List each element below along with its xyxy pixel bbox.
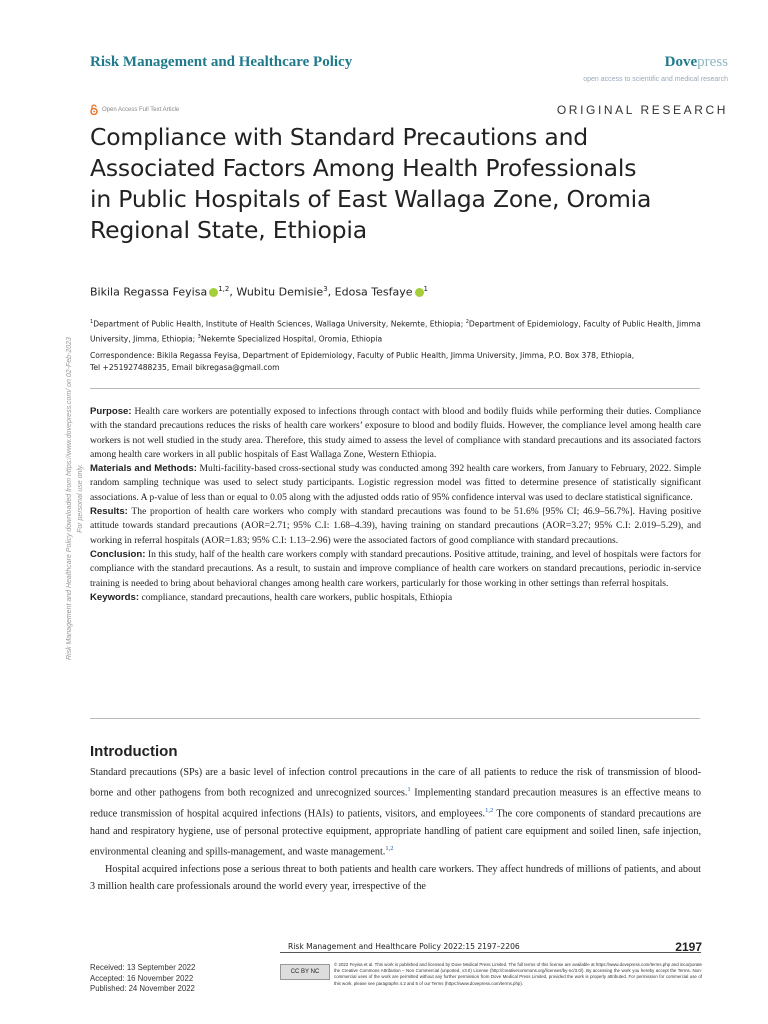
publisher-tagline: open access to scientific and medical research xyxy=(583,76,728,83)
citation-link[interactable]: 1 xyxy=(407,786,411,794)
divider xyxy=(90,388,700,389)
title-line: Compliance with Standard Precautions and xyxy=(90,123,589,151)
author-name[interactable]: Edosa Tesfaye xyxy=(334,285,413,299)
orcid-icon[interactable] xyxy=(209,288,218,297)
abstract-conclusion xyxy=(90,548,701,591)
article-title xyxy=(90,122,740,246)
article-dates xyxy=(90,963,195,995)
abstract-results xyxy=(90,505,701,548)
section-heading: Introduction xyxy=(90,743,178,760)
license-text: © 2022 Feyisa et al. This work is published and licensed by Dove Medical Press Limited. The full terms of this license are available at https://www.dovepress.com/terms.php and incorporate the Creative Commons Attribution – Non Commercial (unported, v3.0) License (http://creativecommons.org/licenses/by-nc/3.0/). By accessing the work you hereby accept the Terms. Non-commercial uses of the work are permitted without any further permission from Dove Medical Press Limited, provided the work is properly attributed. For permission for commercial use of this work, please see paragraphs 4.2 and 5 of our Terms (https://www.dovepress.com/terms.php). xyxy=(334,962,702,986)
correspondence-line: Correspondence: Bikila Regassa Feyisa, Department of Epidemiology, Faculty of Public Health, Jimma University, Jimma, P.O. Box 378, Ethiopia, xyxy=(90,351,635,360)
cc-license-icon[interactable]: CC BY NC xyxy=(280,964,330,980)
abstract-label: Purpose: xyxy=(90,406,132,417)
body-text: Standard precautions (SPs) are a basic level of infection control precautions in the care of all patients to reduce the risk of transmission of blood-borne and other pathogens from both recognized and unrecognized sources. xyxy=(90,767,701,799)
abstract-label: Results: xyxy=(90,506,128,518)
abstract-label: Conclusion: xyxy=(90,548,146,560)
author-name[interactable]: Bikila Regassa Feyisa xyxy=(90,285,208,299)
received-date: Received: 13 September 2022 xyxy=(90,963,196,972)
orcid-icon[interactable] xyxy=(415,288,424,297)
affiliations xyxy=(90,316,710,345)
brand-dove: Dove xyxy=(664,54,698,70)
divider xyxy=(90,718,700,719)
author-name[interactable]: Wubitu Demisie xyxy=(236,285,324,299)
publisher-logo xyxy=(665,54,728,71)
journal-name: Risk Management and Healthcare Policy xyxy=(90,54,353,70)
paragraph: Hospital acquired infections pose a serious threat to both patients and health care workers. They affect hundreds of millions of patients, and about 3 million health care professionals around the world every year, irrespective of the xyxy=(90,863,701,892)
abstract-purpose xyxy=(90,405,701,462)
abstract-text: compliance, standard precautions, health care workers, public hospitals, Ethiopia xyxy=(139,591,453,603)
abstract-text: In this study, half of the health care workers comply with standard precautions. Positive attitude, training, and level of hospitals were factors for compliance with the standard precautions. As a result, to sustain and improve compliance of health care workers on standard precautions, periodic in-service training is needed to bring about behavioral changes among health care workers, particularly for those working in other settings than referral hospitals. xyxy=(90,548,701,589)
affil-sup: 3 xyxy=(197,333,201,340)
author-affiliation-sup: 1,2 xyxy=(218,285,230,293)
affiliation-text: Nekemte Specialized Hospital, Oromia, Ethiopia xyxy=(200,334,383,344)
open-access-label xyxy=(90,104,179,115)
affil-sup: 2 xyxy=(465,319,469,325)
title-line: in Public Hospitals of East Wallaga Zone, Oromia xyxy=(90,185,652,213)
citation-link[interactable]: 1,2 xyxy=(385,844,394,852)
download-watermark xyxy=(26,200,84,660)
paragraph xyxy=(90,764,701,861)
abstract-keywords xyxy=(90,591,701,605)
affil-sup: 1 xyxy=(90,319,94,325)
abstract-methods xyxy=(90,462,701,505)
body-text: The core components of standard precautions are hand and respiratory hygiene, use of personal protective equipment, appropriate handling of patient care equipment and soiled linen, safe injection, environmental cleaning and spills-management, and waste management. xyxy=(90,808,701,858)
affiliation-text: Department of Public Health, Institute of Health Sciences, Wallaga University, Nekemte, Ethiopia; xyxy=(93,319,466,329)
introduction-body xyxy=(90,764,701,895)
open-access-icon xyxy=(90,104,98,115)
correspondence xyxy=(90,350,710,374)
body-text: Implementing standard precaution measures is an effective means to reduce transmission of hospital acquired infections (HAIs) to patients, visitors, and employees. xyxy=(90,787,701,820)
footer-citation: Risk Management and Healthcare Policy 2022:15 2197–2206 xyxy=(288,942,520,951)
title-line: Regional State, Ethiopia xyxy=(90,216,367,244)
abstract-text: Health care workers are potentially exposed to infections through contact with blood and bodily fluids while performing their duties. Compliance with the standard precautions reduces the risks of health care workers’ exposure to blood and bodily fluids. However, the compliance level among health care workers is not well studied in the study area. Therefore, this study aimed to assess the level of compliance with standard precautions and its associated factors among health care workers in all public hospitals of East Wallaga Zone, Western Ethiopia. xyxy=(90,406,701,460)
citation-link[interactable]: 1,2 xyxy=(485,806,494,814)
author-list: Bikila Regassa Feyisa $^{1,2}$, Wubitu Demisie$^3$, Edosa Tesfaye $^1$ xyxy=(90,285,428,299)
watermark-line: For personal use only. xyxy=(77,464,84,533)
watermark-line: Risk Management and Healthcare Policy downloaded from https://www.dovepress.com/ on 02-Feb-2023 xyxy=(66,337,73,660)
abstract xyxy=(90,405,701,605)
abstract-label: Materials and Methods: xyxy=(90,463,197,475)
article-category: ORIGINAL RESEARCH xyxy=(556,103,728,117)
author-affiliation-sup: 3 xyxy=(323,285,328,293)
author-affiliation-sup: 1 xyxy=(423,285,428,293)
brand-press: press xyxy=(697,54,728,70)
abstract-text: Multi-facility-based cross-sectional study was conducted among 392 health care workers, from January to February, 2022. Simple random sampling technique was used to select study participants. Logistic regression model was fitted to determine presence of statistically significant associations. A p-value of less than or equal to 0.05 along with the adjusted odds ratio of 95% confidence interval was used to declare statistical significance. xyxy=(90,463,701,503)
correspondence-line[interactable]: Tel +251927488235, Email bikregasa@gmail.com xyxy=(90,363,280,372)
abstract-text: The proportion of health care workers who comply with standard precautions was found to be 51.6% [95% CI; 46.9–56.7%]. Having positive attitude towards standard precautions (AOR=2.71; 95% C.I: 1.68–4.39), having training on standard precautions (AOR=3.27; 95% C.I: 2.019–5.29), and working in referral hospitals (AOR=1.83; 95% C.I: 1.13–2.96) were the associated factors of good compliance with standard precautions. xyxy=(90,506,701,546)
title-line: Associated Factors Among Health Professionals xyxy=(90,154,637,182)
accepted-date: Accepted: 16 November 2022 xyxy=(90,973,194,983)
affiliation-text: Department of Epidemiology, Faculty of Public Health, Jimma University, Jimma, Ethiopia; xyxy=(90,319,701,344)
published-date: Published: 24 November 2022 xyxy=(90,984,195,993)
open-access-text: Open Access Full Text Article xyxy=(102,106,180,113)
page-number: 2197 xyxy=(675,940,702,954)
footer-divider xyxy=(280,952,701,953)
abstract-label: Keywords: xyxy=(90,591,140,603)
